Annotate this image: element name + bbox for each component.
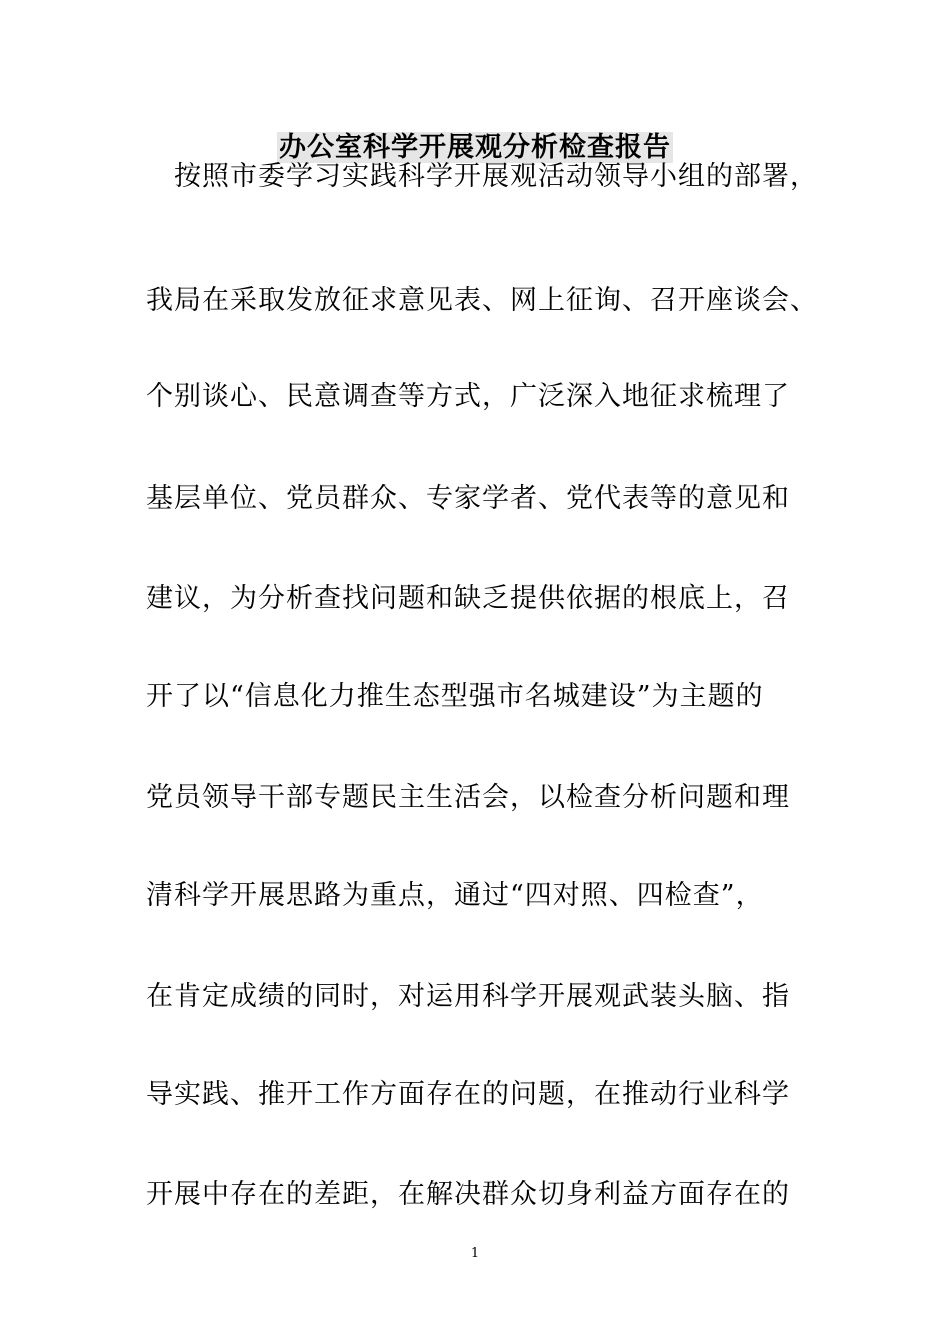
paragraph-line: 党员领导干部专题民主生活会，以检查分析问题和理 xyxy=(146,782,790,813)
paragraph-line: 导实践、推开工作方面存在的问题，在推动行业科学 xyxy=(146,1079,790,1110)
paragraph-line: 清科学开展思路为重点，通过“四对照、四检查”， xyxy=(146,880,764,911)
paragraph-line: 开展中存在的差距，在解决群众切身利益方面存在的 xyxy=(146,1179,790,1210)
paragraph-line: 基层单位、党员群众、专家学者、党代表等的意见和 xyxy=(146,483,790,514)
paragraph-line: 按照市委学习实践科学开展观活动领导小组的部署， xyxy=(146,161,818,192)
paragraph-line: 开了以“信息化力推生态型强市名城建设”为主题的 xyxy=(146,681,764,712)
document-title-text: 办公室科学开展观分析检查报告 xyxy=(279,132,671,163)
paragraph-line: 在肯定成绩的同时，对运用科学开展观武装头脑、指 xyxy=(146,981,790,1012)
paragraph-line: 建议，为分析查找问题和缺乏提供依据的根底上，召 xyxy=(146,583,790,614)
paragraph-line: 个别谈心、民意调查等方式，广泛深入地征求梳理了 xyxy=(146,381,790,412)
paragraph-line: 我局在采取发放征求意见表、网上征询、召开座谈会、 xyxy=(146,285,818,316)
page-number: 1 xyxy=(470,1246,480,1261)
